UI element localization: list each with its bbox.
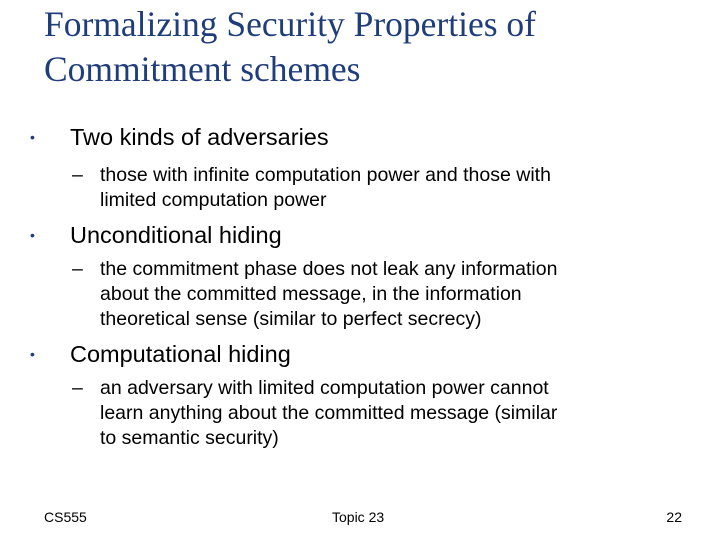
title-line-2: Commitment schemes	[44, 49, 361, 89]
bullet-marker: •	[30, 129, 35, 145]
sub-bullet-line: theoretical sense (similar to perfect secrecy)	[100, 308, 482, 330]
title-line-1: Formalizing Security Properties of	[44, 4, 536, 44]
sub-bullet-line: those with infinite computation power and those with	[100, 164, 551, 186]
bullet-text: Unconditional hiding	[70, 222, 282, 248]
sub-bullet-line: learn anything about the committed message (similar	[100, 402, 558, 424]
sub-bullet-text	[100, 257, 700, 332]
footer-topic: Topic 23	[332, 509, 385, 525]
sub-bullet-marker: –	[72, 258, 83, 280]
sub-bullet-marker: –	[72, 164, 83, 186]
bullet-marker: •	[30, 227, 35, 243]
sub-bullet-line: limited computation power	[100, 189, 327, 211]
sub-bullet-marker: –	[72, 377, 83, 399]
sub-bullet-text	[100, 376, 700, 451]
bullet-marker: •	[30, 346, 35, 362]
sub-bullet-text	[100, 163, 700, 213]
bullet-text: Two kinds of adversaries	[70, 124, 329, 150]
sub-bullet-line: to semantic security)	[100, 427, 279, 449]
sub-bullet-line: an adversary with limited computation power cannot	[100, 377, 549, 399]
sub-bullet-line: about the committed message, in the information	[100, 283, 522, 305]
footer-course: CS555	[44, 509, 87, 525]
bullet-text: Computational hiding	[70, 341, 291, 367]
footer-page-number: 22	[666, 509, 682, 525]
sub-bullet-line: the commitment phase does not leak any information	[100, 258, 558, 280]
